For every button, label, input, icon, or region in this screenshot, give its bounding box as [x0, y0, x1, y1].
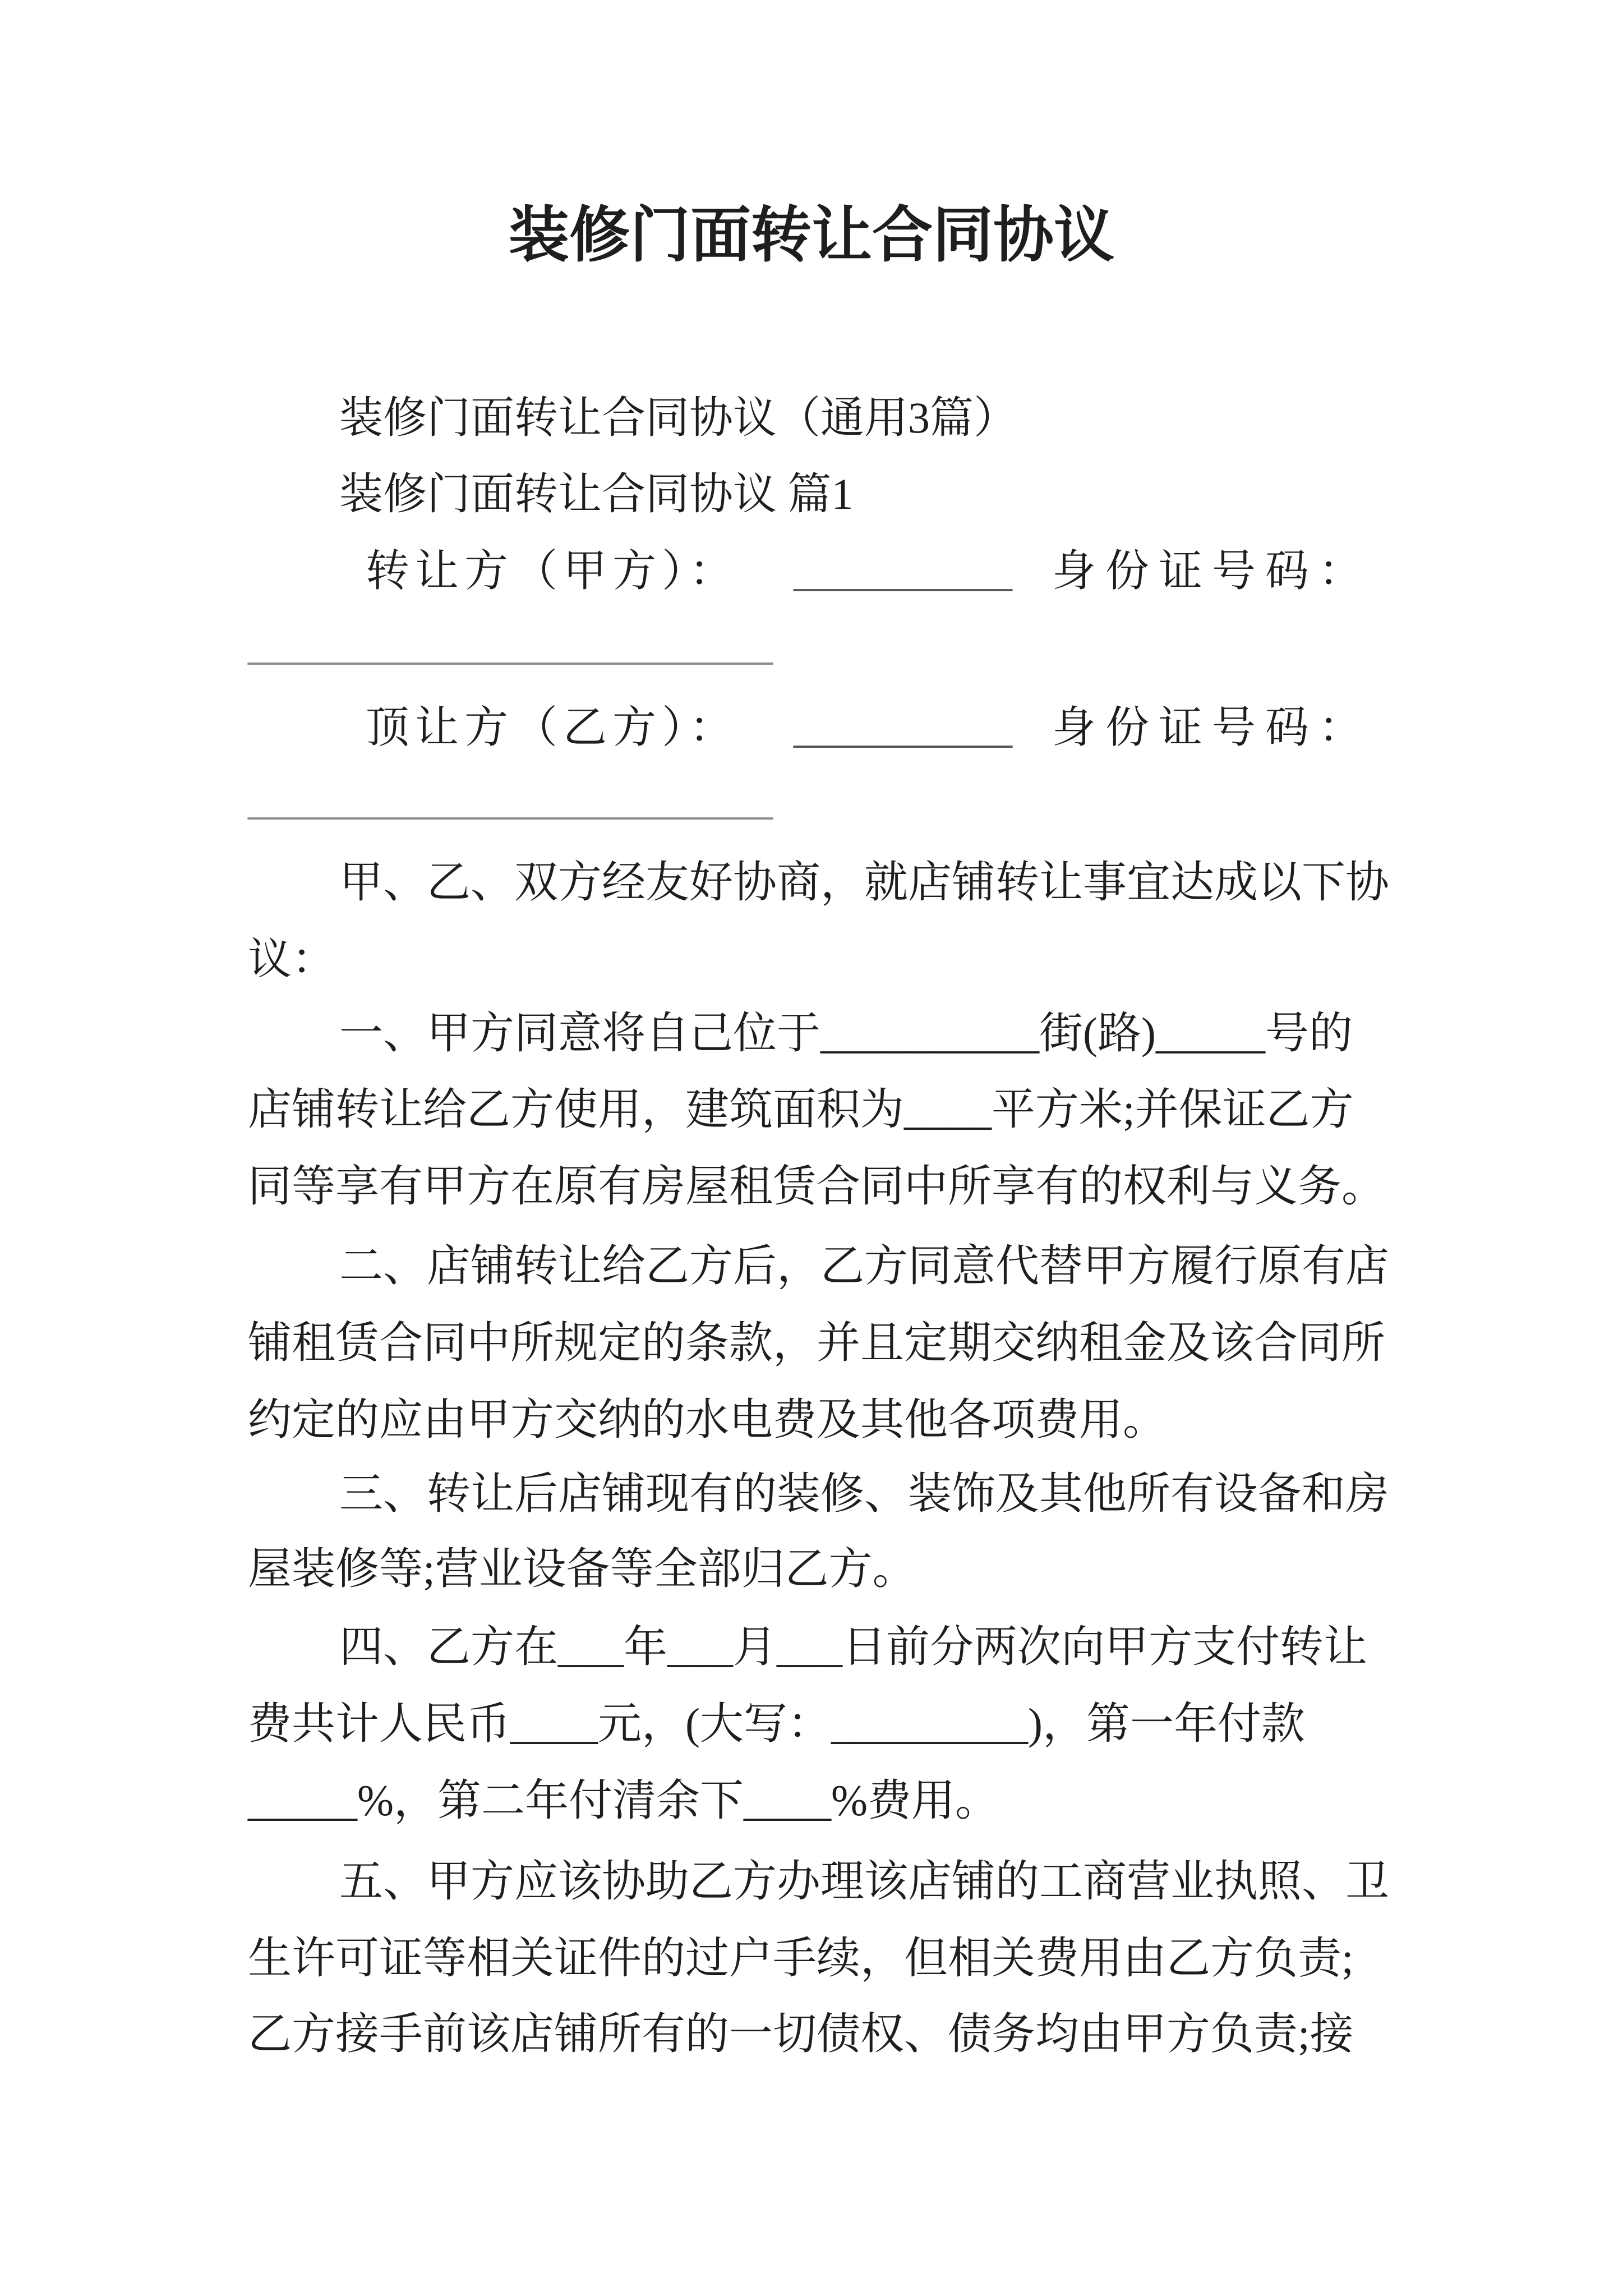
paragraph-line: 议： [248, 935, 336, 983]
paragraph-line: 费共计人民币____元，(大写：_________)，第一年付款 [248, 1699, 1305, 1748]
party-b-row [0, 703, 1623, 752]
paragraph-line: 甲、乙、双方经友好协商，就店铺转让事宜达成以下协 [339, 858, 1390, 907]
party-a-id-blank: ________________________ [248, 620, 773, 669]
paragraph-line: 铺租赁合同中所规定的条款，并且定期交纳租金及该合同所 [248, 1318, 1386, 1367]
section-heading: 装修门面转让合同协议 篇1 [339, 470, 854, 518]
paragraph-line: 同等享有甲方在原有房屋租赁合同中所享有的权利与义务。 [248, 1162, 1386, 1211]
paragraph-line: 四、乙方在___年___月___日前分两次向甲方支付转让 [339, 1622, 1368, 1671]
party-a-id-label: 身份证号码： [1052, 546, 1372, 595]
paragraph-line: 屋装修等;营业设备等全部归乙方。 [248, 1544, 916, 1593]
party-a-label: 转让方（甲方）： [366, 546, 739, 595]
document-subtitle: 装修门面转让合同协议（通用3篇） [339, 393, 1018, 442]
paragraph-line: 生许可证等相关证件的过户手续，但相关费用由乙方负责; [248, 1934, 1354, 1982]
paragraph-line: 五、甲方应该协助乙方办理该店铺的工商营业执照、卫 [339, 1857, 1390, 1906]
party-a-name-blank: __________ [794, 546, 1012, 595]
paragraph-line: 三、转让后店铺现有的装修、装饰及其他所有设备和房 [339, 1469, 1390, 1518]
paragraph-line: 乙方接手前该店铺所有的一切债权、债务均由甲方负责;接 [248, 2009, 1354, 2058]
party-b-label: 顶让方（乙方）： [366, 703, 739, 752]
party-b-name-blank: __________ [794, 703, 1012, 752]
paragraph-line: 一、甲方同意将自己位于__________街(路)_____号的 [339, 1009, 1353, 1057]
document-title: 装修门面转让合同协议 [508, 203, 1114, 269]
paragraph-line: 约定的应由甲方交纳的水电费及其他各项费用。 [248, 1395, 1167, 1444]
party-b-id-label: 身份证号码： [1052, 703, 1372, 752]
party-b-id-blank: ________________________ [248, 775, 773, 823]
paragraph-line: 店铺转让给乙方使用，建筑面积为____平方米;并保证乙方 [248, 1085, 1354, 1134]
paragraph-line: _____%，第二年付清余下____%费用。 [248, 1776, 999, 1825]
paragraph-line: 二、店铺转让给乙方后，乙方同意代替甲方履行原有店 [339, 1241, 1390, 1290]
party-a-row [0, 546, 1623, 595]
